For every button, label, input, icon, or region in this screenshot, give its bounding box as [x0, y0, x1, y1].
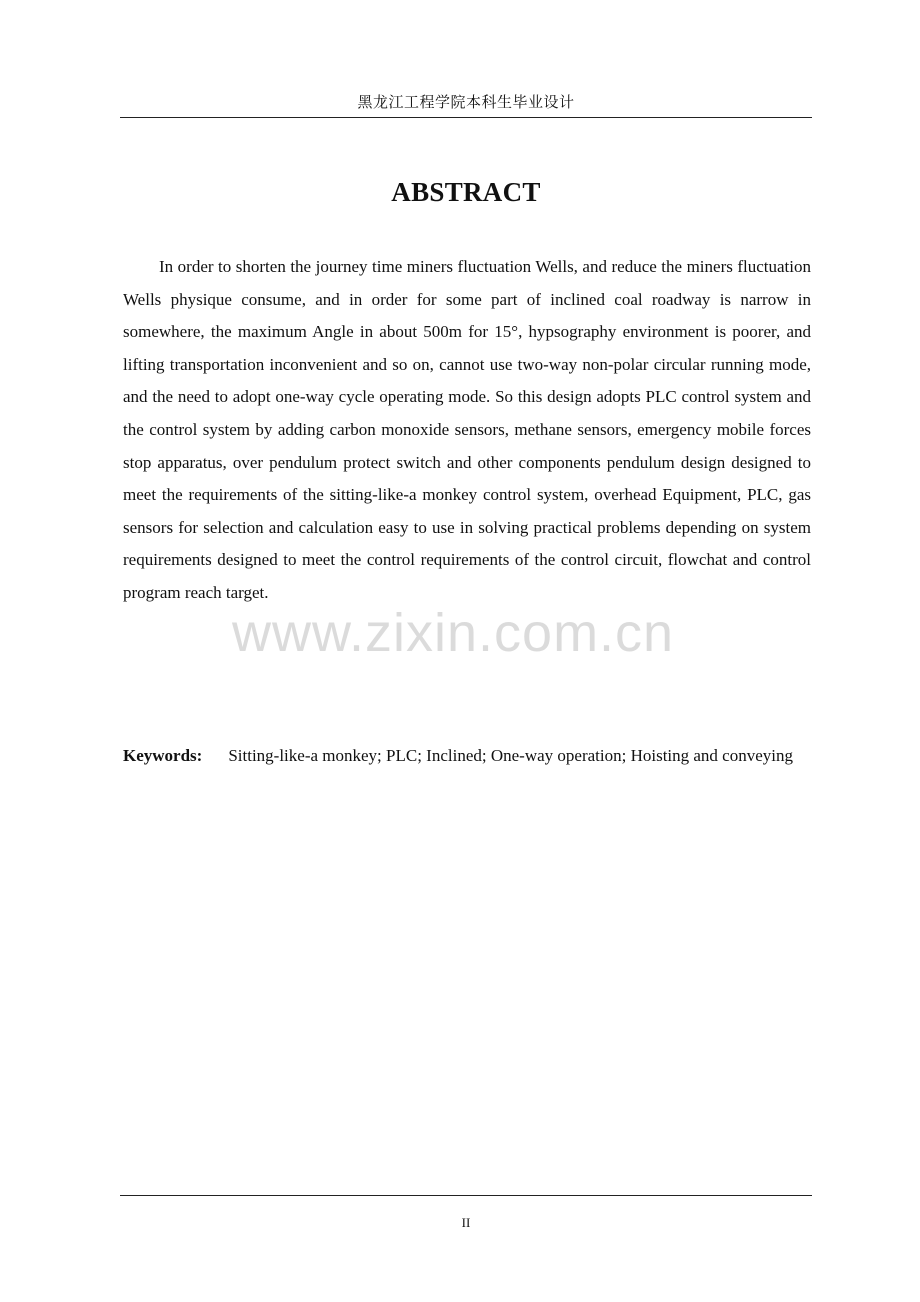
abstract-heading: ABSTRACT [391, 177, 541, 207]
keywords-paragraph [123, 740, 811, 773]
keywords-text: Sitting-like-a monkey; PLC; Inclined; One-way operation; Hoisting and conveying [228, 746, 793, 765]
abstract-body: In order to shorten the journey time miners fluctuation Wells, and reduce the miners fluctuation Wells physique consume, and in order for some part of inclined coal roadway is narrow in somewhere, the maximum Angle in about 500m for 15°, hypsography environment is poorer, and lifting transportation inconvenient and so on, cannot use two-way non-polar circular running mode, and the need to adopt one-way cycle operating mode. So this design adopts PLC control system and the control system by adding carbon monoxide sensors, methane sensors, emergency mobile forces stop apparatus, over pendulum protect switch and other components pendulum design designed to meet the requirements of the sitting-like-a monkey control system, overhead Equipment, PLC, gas sensors for selection and calculation easy to use in solving practical problems depending on system requirements designed to meet the control requirements of the control circuit, flowchat and control program reach target. [123, 257, 811, 602]
header-divider [120, 117, 812, 118]
watermark-text: www.zixin.com.cn [232, 603, 675, 663]
page-number: II [461, 1215, 471, 1230]
keywords-label: Keywords: [123, 746, 203, 765]
footer-divider [120, 1195, 812, 1196]
running-header: 黑龙江工程学院本科生毕业设计 [357, 93, 575, 111]
